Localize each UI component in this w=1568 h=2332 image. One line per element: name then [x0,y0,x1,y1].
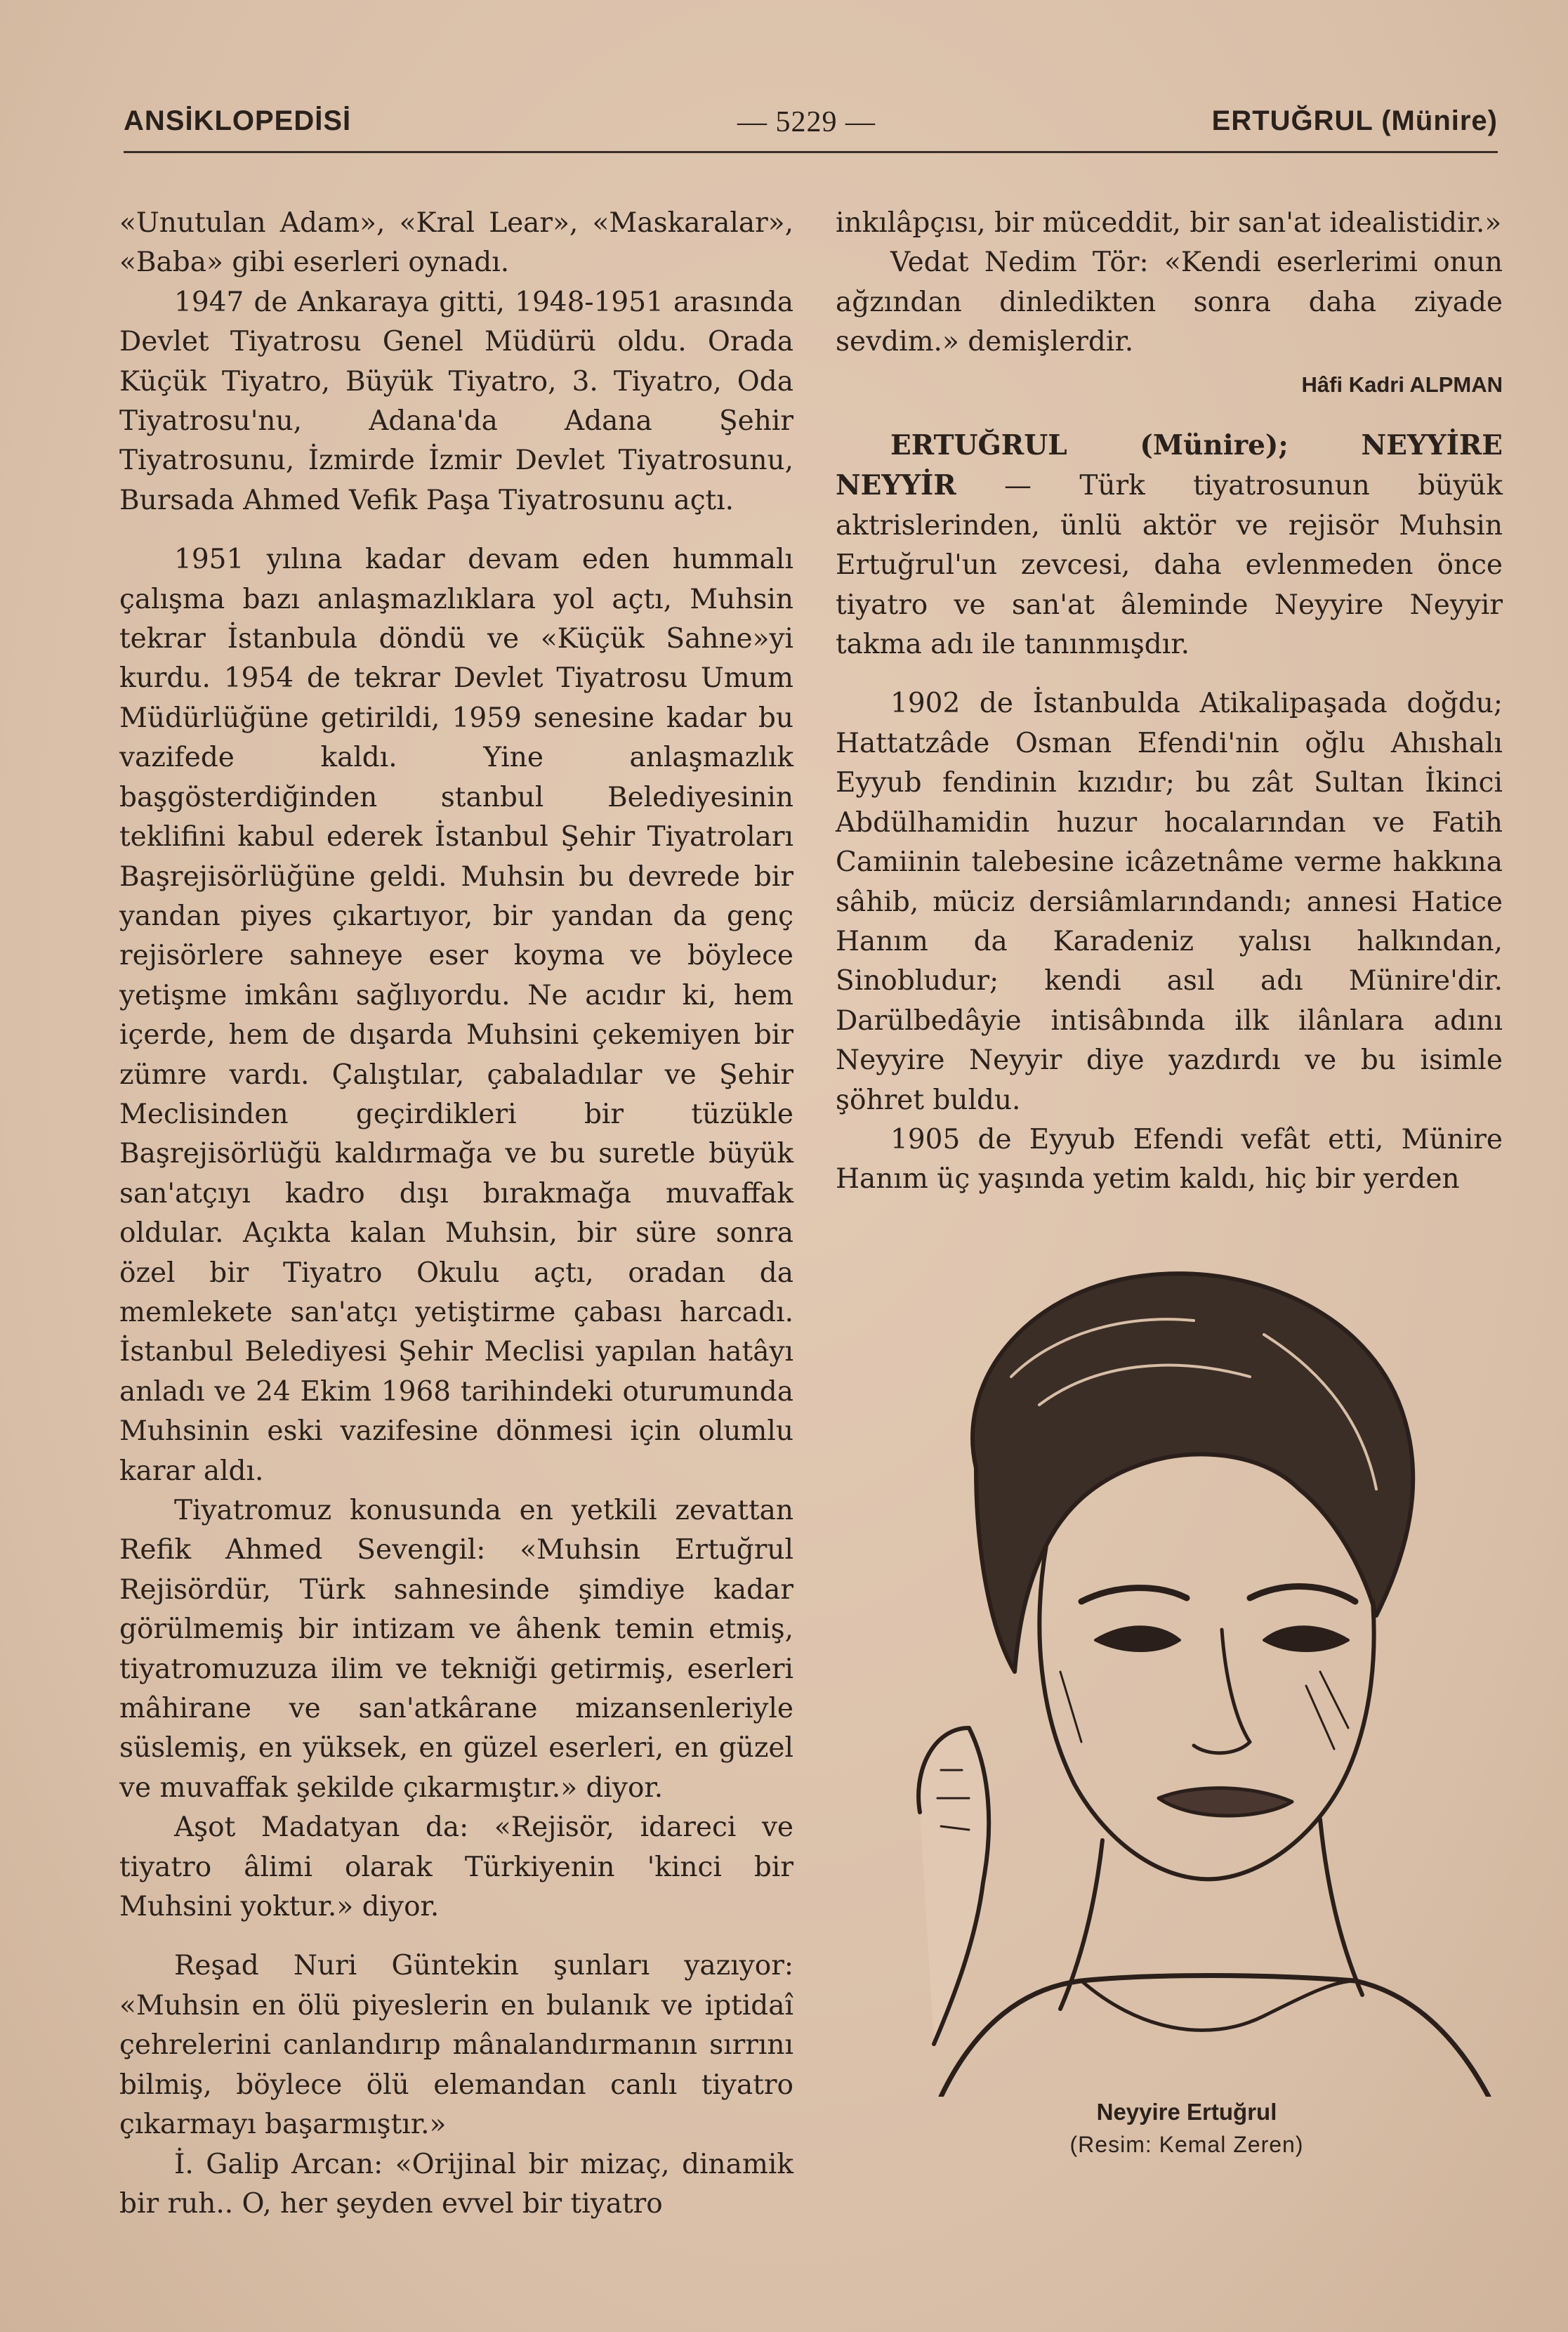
header-rule [124,151,1498,153]
paragraph: 1905 de Eyyub Efendi vefât etti, Münire Hanım üç yaşında yetim kaldı, hiç bir yerden [836,1123,1503,1196]
paragraph: Vedat Nedim Tör: «Kendi eserlerimi onun ağzından dinledikten sonra daha ziyade sevdim.» demişlerdir. [836,247,1503,358]
running-header-left: ANSİKLOPEDİSİ [124,105,352,136]
entry-paragraph [836,426,1503,664]
figure-caption-credit: (Resim: Kemal Zeren) [1069,2132,1304,2157]
running-header-right: ERTUĞRUL (Münire) [1211,105,1498,136]
entry-headword: ERTUĞRUL (Münire); NEYYİRE NEYYİR [836,429,1503,502]
paragraph: Tiyatromuz konusunda en yetkili zevattan Refik Ahmed Sevengil: «Muhsin Ertuğrul Rejisördür, Türk sahnesinde şimdiye kadar görülmemiş bir intizam ve âhenk temin etmiş, tiyatromuzuza ilim ve tekniği getirmiş, eserleri mâhirane ve san'atkârane mizansenleriyle süslemiş, en yüksek, en güzel eserleri, en güzel ve muvaffak şekilde çıkarmıştır.» diyor. [119,1495,793,1804]
figure-caption-name: Neyyire Ertuğrul [1096,2099,1277,2125]
author-signature: Hâfi Kadri ALPMAN [1301,372,1503,397]
paragraph: 1951 yılına kadar devam eden hummalı çalışma bazı anlaşmazlıklara yol açtı, Muhsin tekrar İstanbula döndü ve «Küçük Sahne»yi kurdu. 1954 de tekrar Devlet Tiyatrosu Umum Müdürlüğüne getirildi, 1959 senesine kadar bu vazifede kaldı. Yine anlaşmazlık başgösterdiğinden stanbul Belediyesinin teklifini kabul ederek İstanbul Şehir Tiyatroları Başrejisörlüğüne geldi. Muhsin bu devrede bir yandan piyes çıkartıyor, bir yandan da genç rejisörlere sahneye eser koyma ve böylece yetişme imkânı sağlıyordu. Ne acıdır ki, hem içerde, hem de dışarda Muhsini çekemiyen bir zümre vardı. Çalıştılar, çabaladılar ve Şehir Meclisinden geçirdikleri bir tüzükle Başrejisörlüğü kaldırmağa ve bu suretle büyük san'atçıyı kadro dışı bırakmağa muvaffak oldular. Açıkta kalan Muhsin, bir süre sonra özel bir Tiyatro Okulu açtı, oradan da memlekete san'atçı yetiştirme çabası harcadı. İstanbul Belediyesi Şehir Meclisi yapılan hatâyı anladı ve 24 Ekim 1968 tarihindeki oturumunda Muhsinin eski vazifesine dönmesi için olumlu karar aldı. [119,544,793,1487]
paragraph: 1902 de İstanbulda Atikalipaşada doğdu; Hattatzâde Osman Efendi'nin oğlu Ahıshalı Eyyub fendinin kızıdır; bu zât Sultan İkinci Abdülhamidin huzur hocalarından ve Fatih Camiinin talebesine icâzetnâme verme hakkına sâhib, müciz dersiâmlarındandı; annesi Hatice Hanım da Karadeniz yalısı halkından, Sinobludur; kendi asıl adı Münire'dir. Darülbedâyie intisâbında ilk ilânlara adını Neyyire Neyyir diye yazdırdı ve bu isimle şöhret buldu. [836,688,1503,1116]
paragraph: İ. Galip Arcan: «Orijinal bir mizaç, dinamik bir ruh.. O, her şeyden evvel bir tiyatro [119,2148,793,2220]
page-number: — 5229 — [737,106,876,138]
paragraph: Reşad Nuri Güntekin şunları yazıyor: «Muhsin en ölü piyeslerin en bulanık ve iptidaî çehrelerini canlandırıp mânalandırmanın sırrını bilmiş, böylece ölü elemandan canlı tiyatro çıkarmayı başarmıştır.» [119,1950,793,2141]
entry-definition: — Türk tiyatrosunun büyük aktrislerinden, ünlü aktör ve rejisör Muhsin Ertuğrul'un zevcesi, daha evlenmeden önce tiyatro ve san'at âleminde Neyyire Neyyir takma adı ile tanınmışdır. [836,470,1503,661]
left-column [119,204,793,2224]
paragraph: Aşot Madatyan da: «Rejisör, idareci ve tiyatro âlimi olarak Türkiyenin 'kinci bir Muhsini yoktur.» diyor. [119,1812,793,1923]
paragraph: 1947 de Ankaraya gitti, 1948-1951 arasında Devlet Tiyatrosu Genel Müdürü oldu. Orada Küçük Tiyatro, Büyük Tiyatro, 3. Tiyatro, Oda Tiyatrosu'nu, Adana'da Adana Şehir Tiyatrosunu, İzmirde İzmir Devlet Tiyatrosunu, Bursada Ahmed Vefik Paşa Tiyatrosunu açtı. [119,286,793,516]
right-column [836,204,1503,1200]
paragraph: inkılâpçısı, bir müceddit, bir san'at idealistidir.» [836,207,1502,239]
portrait-illustration [871,1236,1496,2097]
paragraph: «Unutulan Adam», «Kral Lear», «Maskaralar», «Baba» gibi eserleri oynadı. [119,207,793,279]
